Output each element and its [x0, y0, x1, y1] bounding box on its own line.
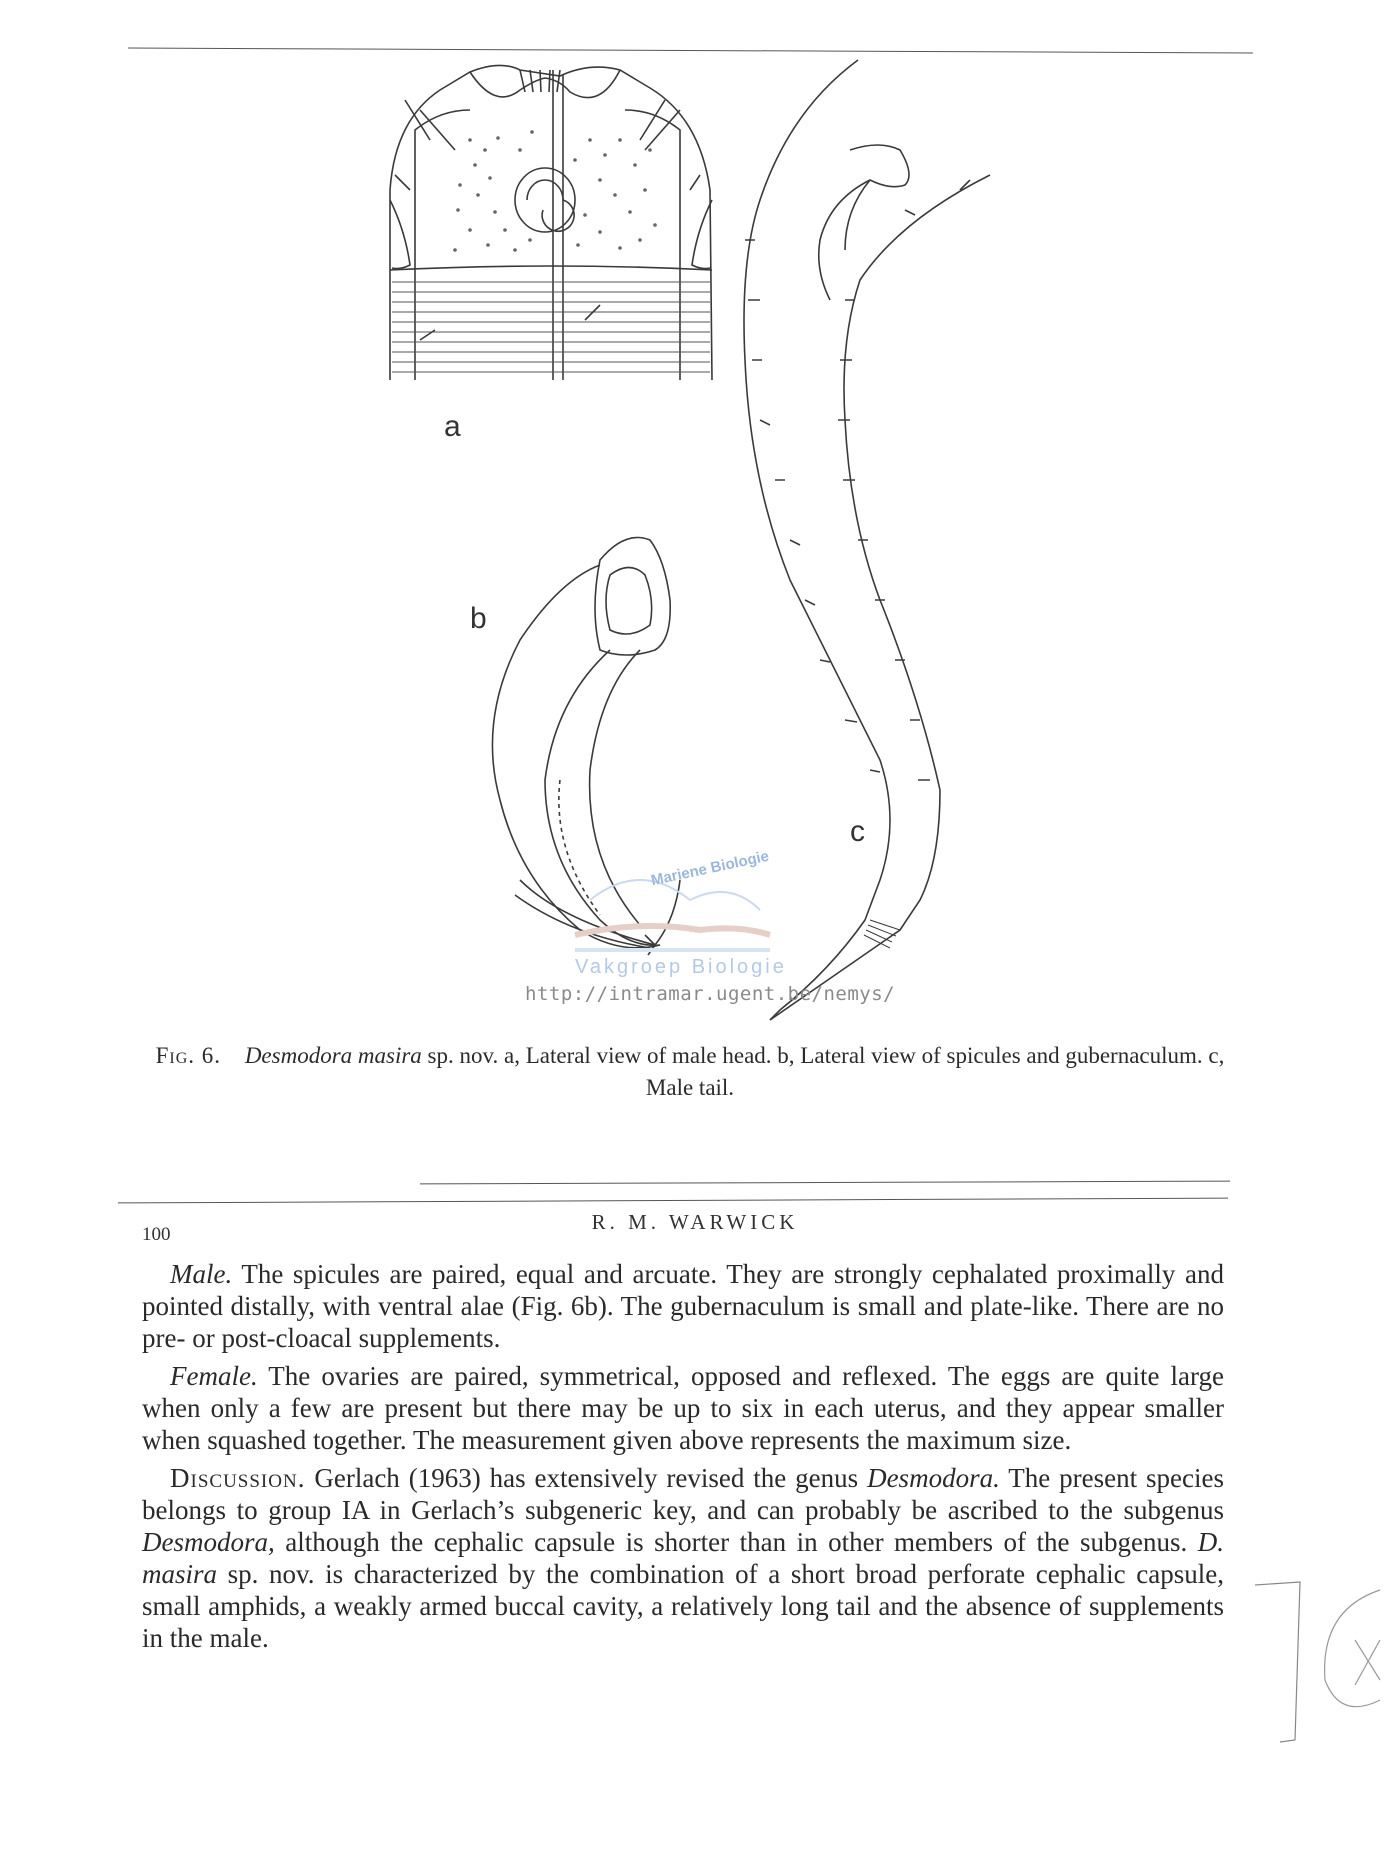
discussion-t3: although the cephalic capsule is shorter than in other members of the subgenus.: [274, 1527, 1198, 1557]
discussion-i2: Desmodora,: [142, 1527, 275, 1557]
text-male: The spicules are paired, equal and arcuate. They are strongly cephalated proximally and pointed distally, with ventral alae (Fig. 6b). The gubernaculum is small and plate-like. There are no pre- or post-cloacal supplements.: [142, 1259, 1224, 1353]
panel-label-c: c: [850, 815, 865, 848]
heading-male: Male.: [170, 1259, 233, 1289]
panel-label-a: a: [444, 410, 461, 443]
heading-female: Female.: [170, 1361, 258, 1391]
paragraph-discussion: [142, 1462, 1224, 1654]
discussion-i3: D. masira: [142, 1527, 1224, 1589]
figure-label: Fig. 6.: [155, 1043, 222, 1068]
discussion-t4: sp. nov. is characterized by the combination of a short broad perforate cephalic capsule, small amphids, a weakly armed buccal cavity, a relatively long tail and the absence of supplements in the male.: [142, 1559, 1224, 1653]
heading-discussion: Discussion.: [170, 1463, 306, 1493]
discussion-t1: Gerlach (1963) has extensively revised the genus: [305, 1463, 868, 1493]
running-head-author: R. M. WARWICK: [591, 1210, 799, 1234]
page-number: 100: [142, 1224, 171, 1245]
paragraph-female: [142, 1360, 1224, 1456]
watermark-vakgroep: Vakgroep Biologie: [575, 956, 787, 978]
discussion-i1: Desmodora.: [867, 1463, 1000, 1493]
panel-label-b: b: [470, 602, 487, 635]
panel-b-spicules: [492, 538, 680, 956]
panel-a-male-head: [390, 65, 712, 380]
discussion-t2: The present species belongs to group IA in Gerlach’s subgeneric key, and can probably be ascribed to the subgenus: [142, 1463, 1224, 1525]
body-text: [142, 1258, 1224, 1660]
text-female: The ovaries are paired, symmetrical, opposed and reflexed. The eggs are quite large when only a few are present but there may be up to six in each uterus, and they appear smaller when squashed together. The measurement given above represents the maximum size.: [142, 1361, 1224, 1455]
caption-text: sp. nov. a, Lateral view of male head. b, Lateral view of spicules and gubernaculum. c, Male tail.: [421, 1043, 1225, 1100]
paragraph-male: [142, 1258, 1224, 1354]
caption-species: Desmodora masira: [244, 1043, 422, 1068]
watermark-arc-text: Mariene Biologie: [649, 847, 771, 890]
margin-handwriting: [1250, 1570, 1390, 1750]
watermark-url: http://intramar.ugent.be/nemys/: [525, 983, 896, 1005]
capsule-punctation: [453, 130, 657, 252]
figure-caption: [150, 1040, 1230, 1104]
panel-c-male-tail: [744, 60, 990, 1020]
